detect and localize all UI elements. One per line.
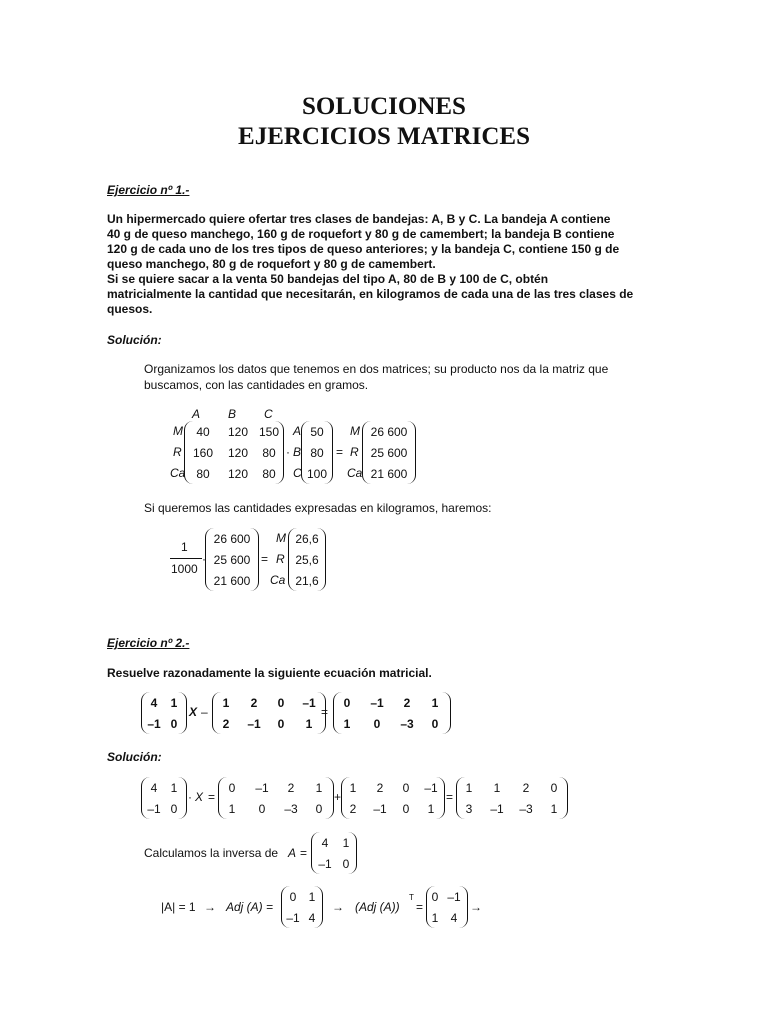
sol-matrix-b: 1 2 0 –1 2 –1 0 1 (341, 777, 445, 819)
kilograms-text: Si queremos las cantidades expresadas en kilogramos, haremos: (144, 501, 492, 515)
arrow-2: → (332, 900, 344, 914)
sol-matrix-a: 4 1 –1 0 (141, 777, 187, 819)
title-line-2: EJERCICIOS MATRICES (238, 123, 530, 150)
col-label-c: C (264, 407, 273, 421)
title-line-1: SOLUCIONES (302, 93, 466, 120)
matrix-result-kg: 26,6 25,6 21,6 (288, 528, 326, 591)
dot-operator: · (286, 445, 290, 459)
res-label-m: M (350, 424, 360, 438)
matrix-tray-counts: 50 80 100 (301, 421, 333, 484)
matrix-grams-vector: 26 600 25 600 21 600 (205, 528, 259, 591)
col-label-a: A (192, 407, 201, 421)
row-label-ca: Ca (170, 466, 186, 480)
fraction-numerator: 1 (181, 540, 188, 554)
solution-1-intro: Organizamos los datos que tenemos en dos matrices; su producto nos da la matriz que buscamos, con las cantidades en gramos. (144, 362, 609, 392)
kg-label-m: M (276, 531, 286, 545)
row-label-m: M (173, 424, 183, 438)
row-label-r: R (173, 445, 182, 459)
kg-label-r: R (276, 552, 285, 566)
inverse-a-label: A (288, 846, 297, 860)
vec-label-a: A (293, 424, 302, 438)
kg-label-ca: Ca (270, 573, 286, 587)
exercise-2-statement: Resuelve razonadamente la siguiente ecuación matricial. (107, 666, 432, 680)
exercise-1-statement: Un hipermercado quiere ofertar tres clases de bandejas: A, B y C. La bandeja A contiene 40 g de queso manchego, 160 g de roquefort y 80 g de camembert; la bandeja B contiene 120 g de cada uno de los tres tipos de queso anteriores; y la bandeja C, contiene 150 g de queso manchego, 80 g de roquefort y 80 g de camembert. Si se quiere sacar a la venta 50 bandejas del tipo A, 80 de B y 100 de C, obtén matricialmente la cantidad que necesitarán, en kilogramos de cada una de las tres clases de quesos. (107, 212, 634, 316)
arrow-3: → (470, 900, 482, 914)
solution-1-label: Solución: (107, 333, 162, 347)
sol-matrix-c: 0 –1 2 1 1 0 –3 0 (218, 777, 334, 819)
adjoint-transpose-matrix: 0 –1 1 4 (426, 886, 468, 928)
sol-x: X (195, 790, 204, 804)
adj-label: Adj (A) = (226, 900, 274, 914)
col-label-b: B (228, 407, 237, 421)
eq-matrix-b: 1 2 0 –1 2 –1 0 1 (212, 692, 326, 734)
adjoint-matrix: 0 1 –1 4 (281, 886, 323, 928)
eq-x: X (189, 705, 198, 719)
vec-label-c: C (293, 466, 302, 480)
adj-transpose-label: (Adj (A)) (355, 900, 400, 914)
determinant: |A| = 1 (161, 900, 196, 914)
vec-label-b: B (293, 445, 302, 459)
arrow-1: → (204, 900, 216, 914)
matrix-result-grams: 26 600 25 600 21 600 (362, 421, 416, 484)
equals-sign: = (336, 445, 344, 459)
eq-matrix-c: 0 –1 2 1 1 0 –3 0 (333, 692, 451, 734)
sol-matrix-result: 1 1 2 0 3 –1 –3 1 (456, 777, 568, 819)
exercise-1-heading: Ejercicio nº 1.- (107, 183, 190, 197)
inverse-text: Calculamos la inversa de (144, 846, 279, 860)
exercise-2-heading: Ejercicio nº 2.- (107, 636, 190, 650)
fraction-denominator: 1000 (171, 562, 198, 576)
eq-matrix-a: 4 1 –1 0 (141, 692, 187, 734)
inverse-matrix-a: 4 1 –1 0 (311, 832, 357, 874)
matrix-cheese-amounts: 40 120 150 160 120 80 80 120 80 (184, 421, 284, 484)
transpose-superscript: T (409, 893, 414, 902)
solution-2-label: Solución: (107, 750, 162, 764)
res-label-ca: Ca (347, 466, 363, 480)
res-label-r: R (350, 445, 359, 459)
